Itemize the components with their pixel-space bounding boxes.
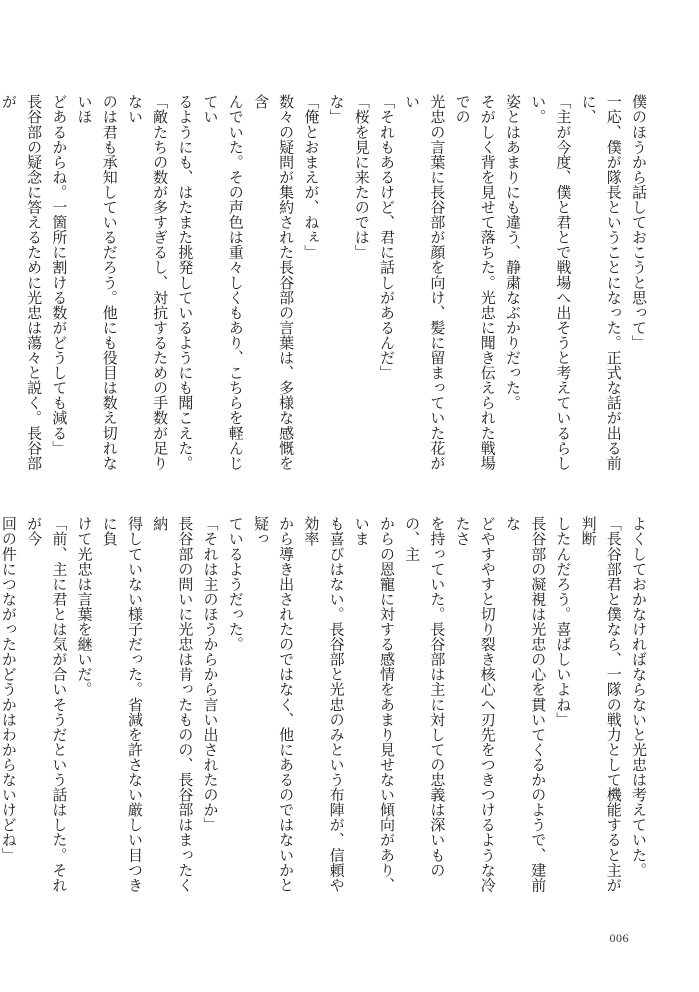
text-line: 長谷部の問いに光忠は肯ったものの、長谷部はまったく納 [151,516,195,893]
text-line: から導き出されたのではなく、他にあるのではないかと疑っ [251,516,296,893]
text-line: 「それもあるけど、君に話しがあるんだ」 [377,94,396,380]
text-line: 「俺とおまえが、ねぇ」 [302,94,321,260]
bottom-text-column [0,516,651,902]
text-line: るようにも、はたまた挑発しているようにも聞こえた。 [176,94,195,471]
text-line: よくしておかなければならないと光忠は考えていた。 [630,516,648,878]
text-line: 僕のほうから話しておこうと思って」 [630,94,648,350]
top-text-full [0,94,651,480]
text-line: 「長谷部君と僕なら、一隊の戦力として機能すると主が判断 [579,516,623,893]
text-line: 「主が今度、僕と君とで戦場へ出そうと考えているらしい。 [529,94,573,471]
text-line: 「前、主に君とは気が合いそうだという話はした。それが今 [25,516,69,893]
text-line: したんだろう。喜ばしいよね」 [554,516,573,727]
text-line: 長谷部の疑念に答えるために光忠は蕩々と説く。長谷部が [0,94,44,471]
text-line: 長谷部の凝視は光忠の心を貫いてくるかのようで、建前な [503,516,548,893]
text-line: 姿とはあまりにも違う、静粛なぶかりだった。 [503,94,522,411]
text-line: を持っていた。長谷部は主に対しての忠義は深いものの、主 [403,516,447,878]
text-line: そがしく背を見せて落ちた。光忠に聞き伝えられた戦場での [453,94,497,471]
text-line: ているようだった。 [226,516,245,652]
text-line: 回の件につながったかどうかはわからないけどね」 [0,516,18,863]
page-number: 006 [609,931,629,945]
text-line: けて光忠は言葉を継いだ。 [75,516,94,697]
text-line: からの恩寵に対する感情をあまり見せない傾向があり、いま [352,516,396,893]
text-line: 光忠の言葉に長谷部が顔を向け、髪に留まっていた花がい [403,94,447,471]
text-line: のは君も承知しているだろう。他にも役目は数え切れないほ [75,94,119,471]
text-line: どあるからね。一箇所に割ける数がどうしても減る」 [50,94,69,456]
text-line: 一応、僕が隊長ということになった。正式な話が出る前に、 [579,94,623,471]
text-line: 得していない様子だった。省減を許さない厳しい目つきに負 [100,516,144,893]
text-line: 「敵たちの数が多すぎるし、対抗するための手数が足りない [125,94,170,471]
text-line: な」 [327,94,346,125]
text-line: も喜びはない。長谷部と光忠のみという布陣が、信頼や効率 [302,516,346,893]
text-line: 数々の疑問が集約された長谷部の言葉は、多様な感慨を含 [251,94,296,471]
text-line: どやすやすと切り裂き核心へ刃先をつきつけるような冷たさ [453,516,497,893]
text-line: 「それは主のほうからから言い出されたのか」 [201,516,220,833]
text-line: 「桜を見に来たのでは」 [352,94,371,260]
text-line: んでいた。その声色は重々しくもあり、こちらを軽んじてい [201,94,245,471]
